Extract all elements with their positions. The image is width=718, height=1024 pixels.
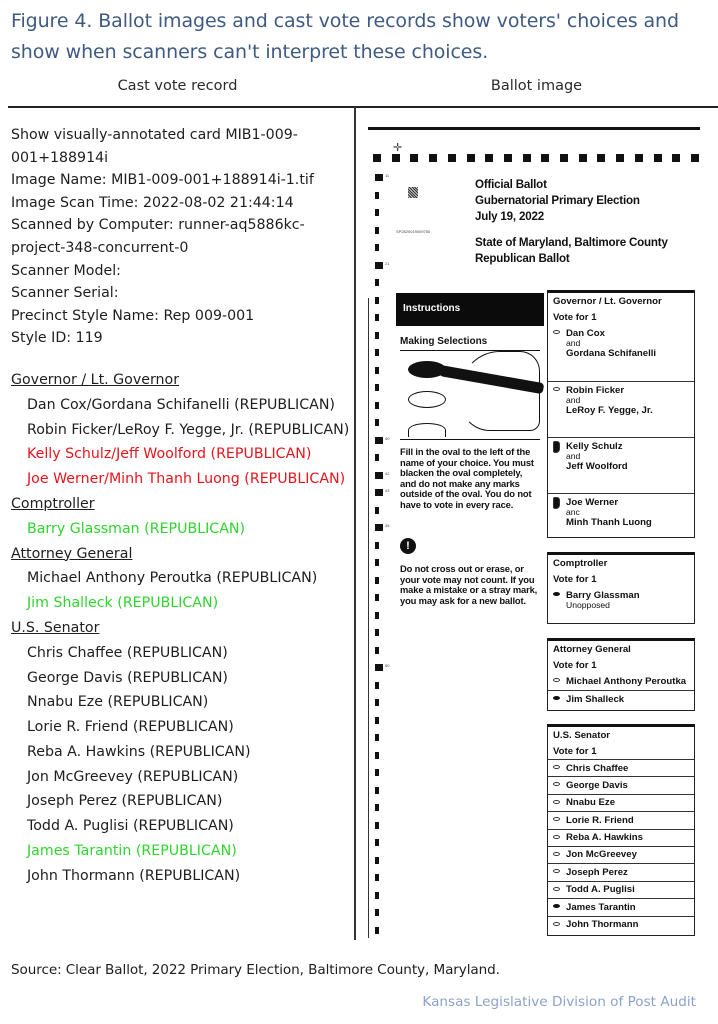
timing-mark (375, 874, 379, 881)
timing-mark (375, 559, 379, 566)
timing-mark (375, 402, 379, 409)
running-mate-name: Jeff Woolford (566, 461, 628, 472)
timing-mark (375, 384, 379, 391)
cvr-scanner-serial: Scanner Serial: (11, 285, 119, 302)
empty-oval-icon (553, 765, 560, 769)
candidate-name: Chris Chaffee (566, 762, 629, 774)
candidate-row[interactable] (548, 916, 694, 933)
vote-for-label: Vote for 1 (553, 746, 597, 757)
empty-oval-icon (553, 387, 560, 391)
cvr-scanner-model: Scanner Model: (11, 262, 121, 279)
candidate-name: Barry Glassman (566, 590, 640, 601)
timing-mark (375, 787, 379, 794)
empty-oval-icon (553, 869, 560, 873)
cvr-choice: Todd A. Puglisi (REPUBLICAN) (27, 818, 234, 835)
empty-oval-icon (553, 852, 560, 856)
cvr-choice: Dan Cox/Gordana Schifanelli (REPUBLICAN) (27, 396, 335, 413)
timing-mark (375, 244, 379, 251)
ballot-header-line: July 19, 2022 (475, 210, 544, 223)
cvr-contest-title: Comptroller (11, 495, 95, 512)
ballot-header-line: Official Ballot (475, 178, 547, 191)
timing-mark (375, 470, 390, 479)
joiner: and (566, 395, 581, 405)
candidate-name: Jim Shalleck (566, 693, 625, 705)
timing-mark (375, 173, 390, 181)
filled-oval-icon (553, 696, 560, 700)
timing-mark (375, 612, 379, 619)
cvr-contest-title: Governor / Lt. Governor (11, 371, 180, 388)
cvr-metadata (11, 124, 351, 350)
empty-oval-icon (553, 678, 560, 682)
candidate-row[interactable] (548, 776, 694, 793)
timing-mark-number: 40 (385, 435, 390, 441)
timing-mark (504, 154, 512, 162)
cvr-precinct-style: Precinct Style Name: Rep 009-001 (11, 307, 255, 324)
candidate-row[interactable] (548, 673, 694, 690)
column-header-cast-vote-record: Cast vote record (117, 78, 238, 94)
vote-for-label: Vote for 1 (553, 312, 597, 323)
cvr-choice: Joseph Perez (REPUBLICAN) (27, 793, 223, 810)
registration-crosshair-icon: ✛ (393, 142, 403, 154)
candidate-row[interactable] (548, 794, 694, 811)
timing-mark (375, 752, 379, 759)
timing-mark (375, 435, 390, 444)
candidate-name: Kelly Schulz (566, 441, 623, 452)
timing-mark (375, 542, 379, 549)
timing-mark (375, 577, 379, 584)
timing-mark (375, 297, 379, 304)
timing-mark (375, 927, 379, 934)
timing-mark (375, 663, 390, 671)
cvr-image-name: Image Name: MIB1-009-001+188914i-1.tif (11, 172, 314, 189)
cvr-contests (11, 368, 351, 889)
candidate-name: George Davis (566, 779, 628, 791)
timing-mark (375, 629, 379, 636)
empty-oval-icon (553, 800, 560, 804)
ballot-header-line: State of Maryland, Baltimore County (475, 236, 668, 249)
timing-mark (375, 209, 379, 216)
figure-title: Figure 4. Ballot images and cast vote records show voters' choices and show when scanners can't interpret these choices. (11, 10, 679, 63)
joiner: and (566, 338, 581, 348)
timing-mark (375, 647, 379, 654)
candidate-name: Lorie R. Friend (566, 814, 634, 826)
candidate-row[interactable] (548, 381, 694, 437)
timing-mark (375, 769, 379, 776)
timing-mark (429, 154, 437, 162)
cvr-choice: Barry Glassman (REPUBLICAN) (27, 520, 246, 537)
ballot-image (356, 108, 718, 940)
candidate-name: Joe Werner (566, 497, 619, 508)
timing-mark (375, 488, 390, 496)
candidate-row[interactable] (548, 759, 694, 776)
cvr-choice: Jim Shalleck (REPUBLICAN) (27, 595, 219, 612)
timing-mark (375, 839, 379, 846)
empty-oval-icon (553, 835, 560, 839)
timing-mark (375, 260, 390, 269)
timing-mark (375, 909, 379, 916)
timing-mark (375, 734, 379, 741)
empty-oval-icon (553, 887, 560, 891)
candidate-row[interactable] (548, 325, 694, 381)
cvr-choice: Chris Chaffee (REPUBLICAN) (27, 644, 228, 661)
ballot-header (475, 177, 668, 267)
barcode-icon (408, 187, 418, 198)
ballot-header-line: Republican Ballot (475, 252, 570, 265)
timing-mark (616, 154, 624, 162)
timing-mark (375, 699, 379, 706)
candidate-row[interactable] (548, 846, 694, 863)
timing-mark (375, 682, 379, 689)
timing-mark (375, 523, 390, 531)
candidate-name: Michael Anthony Peroutka (566, 675, 687, 687)
timing-mark-number: 43 (385, 488, 390, 493)
running-mate-name: Gordana Schifanelli (566, 348, 657, 359)
source-note: Source: Clear Ballot, 2022 Primary Election, Baltimore County, Maryland. (11, 962, 500, 978)
joiner: anc (566, 507, 580, 517)
timing-mark (375, 227, 379, 234)
candidate-row[interactable] (548, 863, 694, 880)
timing-mark (672, 154, 680, 162)
cvr-choice: John Thormann (REPUBLICAN) (27, 867, 241, 884)
candidate-name: Robin Ficker (566, 385, 625, 396)
ballot-serial: SP2820019009750 (396, 229, 431, 234)
instructions-bar: Instructions (396, 293, 544, 326)
timing-mark (375, 507, 379, 514)
making-selections-heading: Making Selections (400, 336, 488, 347)
scribbled-oval-icon (553, 441, 560, 453)
timing-mark-number: 11 (385, 173, 390, 178)
pen-filling-oval-illustration (400, 350, 540, 440)
candidate-row[interactable] (548, 829, 694, 846)
running-mate-name: LeRoy F. Yegge, Jr. (566, 405, 653, 416)
timing-mark (375, 332, 379, 339)
cvr-choice: Kelly Schulz/Jeff Woolford (REPUBLICAN) (27, 446, 312, 463)
candidate-row[interactable] (548, 493, 694, 549)
cvr-choice: Lorie R. Friend (REPUBLICAN) (27, 719, 234, 736)
timing-mark (375, 367, 379, 374)
candidate-name: John Thormann (566, 919, 639, 931)
cvr-choice: Jon McGreevey (REPUBLICAN) (27, 768, 239, 785)
timing-mark (375, 279, 379, 286)
cvr-choice: Robin Ficker/LeRoy F. Yegge, Jr. (REPUBLICAN) (27, 421, 350, 438)
cvr-contest-title: U.S. Senator (11, 619, 100, 636)
timing-mark (375, 892, 379, 899)
contest-box-governor (547, 290, 695, 538)
timing-mark-number: 42 (385, 470, 390, 476)
fill-instructions: Fill in the oval to the left of the name of your choice. You must blacken the oval completely, and do not make any marks outside of the oval. You do not have to vote in every race. (400, 446, 534, 510)
contest-box-senator (547, 724, 695, 936)
timing-mark (541, 154, 549, 162)
cvr-card-label: Show visually-annotated card MIB1-009-001+188914i (11, 127, 298, 166)
contest-box-attorney-general (547, 638, 695, 711)
contest-box-comptroller (547, 552, 695, 624)
timing-mark (375, 857, 379, 864)
contest-title: U.S. Senator (553, 730, 611, 741)
timing-mark (375, 804, 379, 811)
timing-mark (467, 154, 475, 162)
timing-mark (448, 154, 456, 162)
candidate-name: Jon McGreevey (566, 849, 637, 861)
timing-mark (375, 349, 379, 356)
cvr-choice: Nnabu Eze (REPUBLICAN) (27, 694, 209, 711)
ballot-side-border (368, 298, 369, 938)
empty-oval-icon (553, 782, 560, 786)
filled-oval-icon (553, 904, 560, 908)
timing-mark (654, 154, 662, 162)
candidate-name: Nnabu Eze (566, 797, 616, 809)
timing-mark (560, 154, 568, 162)
timing-mark (597, 154, 605, 162)
timing-mark (392, 154, 400, 162)
left-timing-marks (375, 174, 395, 944)
top-timing-marks (373, 154, 699, 164)
timing-mark (373, 154, 381, 162)
unopposed-note: Unopposed (566, 600, 610, 610)
empty-oval-icon (408, 391, 446, 408)
timing-mark (375, 454, 379, 461)
timing-mark (375, 192, 379, 199)
cvr-contest-title: Attorney General (11, 545, 133, 562)
erase-warning: Do not cross out or erase, or your vote may not count. If you make a mistake or a stray mark, you may ask for a new ballot. (400, 563, 538, 606)
contest-title: Comptroller (553, 558, 608, 569)
vote-for-label: Vote for 1 (553, 574, 597, 585)
joiner: and (566, 451, 581, 461)
running-mate-name: Minh Thanh Luong (566, 517, 652, 528)
timing-mark-number: 21 (385, 260, 390, 266)
ballot-header-line: Gubernatorial Primary Election (475, 194, 640, 207)
timing-mark-number: 50 (385, 663, 390, 668)
timing-mark (579, 154, 587, 162)
scribbled-oval-icon (553, 497, 560, 509)
empty-oval-icon (553, 817, 560, 821)
timing-mark (485, 154, 493, 162)
cvr-choice: Joe Werner/Minh Thanh Luong (REPUBLICAN) (27, 471, 346, 488)
timing-mark (375, 314, 379, 321)
credit-line: Kansas Legislative Division of Post Audit (422, 994, 696, 1010)
vote-for-label: Vote for 1 (553, 660, 597, 671)
candidate-row[interactable] (548, 690, 694, 707)
timing-mark (375, 419, 379, 426)
timing-mark-number: 45 (385, 523, 390, 528)
candidate-row[interactable] (548, 881, 694, 898)
timing-mark (375, 594, 379, 601)
timing-mark (375, 717, 379, 724)
cvr-choice: George Davis (REPUBLICAN) (27, 669, 228, 686)
ballot-top-border (368, 127, 700, 130)
candidate-name: Reba A. Hawkins (566, 832, 643, 844)
empty-oval-icon (553, 330, 560, 334)
candidate-row[interactable] (548, 587, 694, 613)
timing-mark (691, 154, 699, 162)
empty-oval-icon (553, 922, 560, 926)
cvr-choice: Reba A. Hawkins (REPUBLICAN) (27, 743, 251, 760)
candidate-row[interactable] (548, 811, 694, 828)
cast-vote-record (11, 124, 351, 889)
cvr-choice: James Tarantin (REPUBLICAN) (27, 843, 237, 860)
candidate-row[interactable] (548, 898, 694, 915)
candidate-row[interactable] (548, 437, 694, 493)
candidate-name: Todd A. Puglisi (566, 884, 635, 896)
timing-mark (375, 822, 379, 829)
candidate-name: Dan Cox (566, 328, 605, 339)
cvr-choice: Michael Anthony Peroutka (REPUBLICAN) (27, 570, 318, 587)
timing-mark (410, 154, 418, 162)
candidate-name: James Tarantin (566, 901, 636, 913)
cvr-scanned-by: Scanned by Computer: runner-aq5886kc-project-348-concurrent-0 (11, 217, 305, 256)
column-header-ballot-image: Ballot image (490, 78, 583, 94)
cvr-style-id: Style ID: 119 (11, 330, 103, 347)
contest-title: Attorney General (553, 644, 631, 655)
alert-icon: ! (400, 538, 416, 554)
cvr-scan-time: Image Scan Time: 2022-08-02 21:44:14 (11, 194, 294, 211)
timing-mark (635, 154, 643, 162)
timing-mark (523, 154, 531, 162)
contest-title: Governor / Lt. Governor (553, 296, 662, 307)
candidate-name: Joseph Perez (566, 866, 628, 878)
empty-oval-icon (408, 423, 446, 437)
filled-oval-icon (553, 592, 560, 596)
